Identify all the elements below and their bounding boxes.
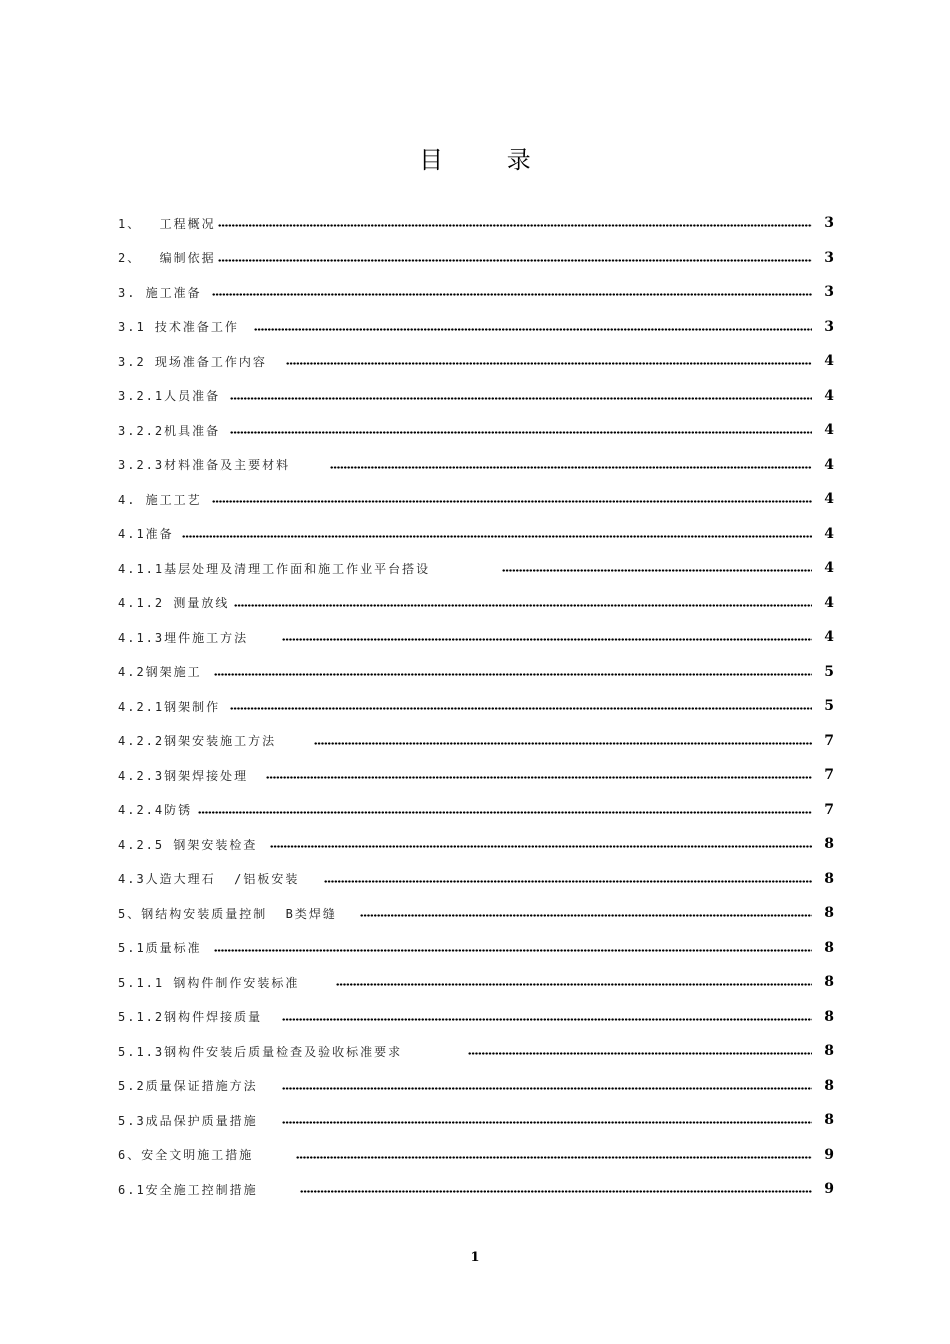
dot-leader <box>324 880 812 883</box>
toc-entry[interactable] <box>118 1034 834 1069</box>
toc-entry-page-number: 4 <box>824 387 834 404</box>
toc-entry-page-number: 8 <box>824 939 834 956</box>
toc-entry-title: 1、 工程概况 <box>118 216 216 231</box>
toc-entry-page-number: 7 <box>824 767 834 784</box>
toc-entry-page-number: 4 <box>824 353 834 370</box>
toc-entry[interactable] <box>118 310 834 345</box>
dot-leader <box>286 362 812 365</box>
dot-leader <box>360 914 812 917</box>
toc-entry-page-number: 5 <box>824 698 834 715</box>
toc-entry[interactable] <box>118 1000 834 1035</box>
toc-entry[interactable] <box>118 862 834 897</box>
toc-entry-title: 5.1.3钢构件安装后质量检查及验收标准要求 <box>118 1044 403 1059</box>
page-title: 目 录 <box>419 146 559 174</box>
toc-entry-title: 3.2 现场准备工作内容 <box>118 354 267 369</box>
toc-entry-page-number: 4 <box>824 629 834 646</box>
toc-entry-page-number: 4 <box>824 525 834 542</box>
dot-leader <box>182 535 812 538</box>
dot-leader <box>212 293 812 296</box>
page-number: 1 <box>470 1250 480 1265</box>
toc-entry-title: 6、安全文明施工措施 <box>118 1148 254 1163</box>
toc-entry[interactable] <box>118 1069 834 1104</box>
toc-entry[interactable] <box>118 1138 834 1173</box>
toc-entry-title: 3.2.2机具准备 <box>118 423 221 438</box>
toc-entry-title: 3.2.1人员准备 <box>118 389 221 404</box>
dot-leader <box>330 466 812 469</box>
toc-entry[interactable] <box>118 620 834 655</box>
toc-entry-title: 4.1.1基层处理及清理工作面和施工作业平台搭设 <box>118 561 431 576</box>
dot-leader <box>214 949 812 952</box>
toc-entry[interactable] <box>118 551 834 586</box>
toc-entry-page-number: 8 <box>824 905 834 922</box>
toc-entry-page-number: 8 <box>824 1112 834 1129</box>
toc-entry-page-number: 8 <box>824 1008 834 1025</box>
toc-entry-page-number: 8 <box>824 1077 834 1094</box>
dot-leader <box>502 569 812 572</box>
toc-entry[interactable] <box>118 896 834 931</box>
toc-entry-page-number: 7 <box>824 732 834 749</box>
dot-leader <box>314 742 812 745</box>
toc-entry[interactable] <box>118 413 834 448</box>
toc-entry-page-number: 8 <box>824 1043 834 1060</box>
toc-entry[interactable] <box>118 1172 834 1207</box>
dot-leader <box>230 397 812 400</box>
toc-entry-title: 4.3人造大理石 /铝板安装 <box>118 872 300 887</box>
toc-entry-page-number: 7 <box>824 801 834 818</box>
toc-entry-page-number: 8 <box>824 870 834 887</box>
toc-entry-page-number: 9 <box>824 1181 834 1198</box>
toc-entry-page-number: 9 <box>824 1146 834 1163</box>
toc-entry-page-number: 3 <box>824 318 834 335</box>
toc-entry-page-number: 3 <box>824 249 834 266</box>
dot-leader <box>282 1121 812 1124</box>
toc-entry-title: 5.1.1 钢构件制作安装标准 <box>118 975 300 990</box>
toc-entry-page-number: 8 <box>824 974 834 991</box>
toc-entry-page-number: 4 <box>824 491 834 508</box>
dot-leader <box>270 845 812 848</box>
dot-leader <box>468 1052 812 1055</box>
toc-entry-title: 5.1质量标准 <box>118 941 202 956</box>
toc-entry-page-number: 4 <box>824 560 834 577</box>
dot-leader <box>218 224 812 227</box>
dot-leader <box>214 673 812 676</box>
toc-entry[interactable] <box>118 586 834 621</box>
dot-leader <box>282 638 812 641</box>
toc-entry-title: 4.2.5 钢架安装检查 <box>118 837 258 852</box>
toc-entry-title: 4.1.2 测量放线 <box>118 596 230 611</box>
toc-entry-title: 4.2.4防锈 <box>118 803 193 818</box>
toc-entry-title: 4.2钢架施工 <box>118 665 202 680</box>
dot-leader <box>212 500 812 503</box>
toc-entry-title: 6.1安全施工控制措施 <box>118 1182 258 1197</box>
dot-leader <box>266 776 812 779</box>
toc-entry-title: 2、 编制依据 <box>118 251 216 266</box>
toc-entry[interactable] <box>118 827 834 862</box>
toc-entry-page-number: 8 <box>824 836 834 853</box>
toc-entry-title: 5.3成品保护质量措施 <box>118 1113 258 1128</box>
toc-entry[interactable] <box>118 1103 834 1138</box>
toc-entry-title: 5.2质量保证措施方法 <box>118 1079 258 1094</box>
toc-entry-title: 4.2.2钢架安装施工方法 <box>118 734 277 749</box>
toc-entry-title: 3.1 技术准备工作 <box>118 320 239 335</box>
toc-entry[interactable] <box>118 793 834 828</box>
toc-entry[interactable] <box>118 206 834 241</box>
toc-entry[interactable] <box>118 448 834 483</box>
toc-entry[interactable] <box>118 655 834 690</box>
dot-leader <box>282 1087 812 1090</box>
toc-entry-page-number: 3 <box>824 215 834 232</box>
dot-leader <box>218 259 812 262</box>
toc-entry-page-number: 4 <box>824 456 834 473</box>
toc-entry-title: 3. 施工准备 <box>118 285 202 300</box>
dot-leader <box>282 1018 812 1021</box>
toc-entry[interactable] <box>118 241 834 276</box>
toc-entry-title: 5、钢结构安装质量控制 B类焊缝 <box>118 906 337 921</box>
toc-entry[interactable] <box>118 689 834 724</box>
toc-entry[interactable] <box>118 724 834 759</box>
dot-leader <box>230 707 812 710</box>
dot-leader <box>234 604 812 607</box>
toc-entry-page-number: 5 <box>824 663 834 680</box>
toc-entry[interactable] <box>118 517 834 552</box>
table-of-contents <box>118 206 834 1207</box>
dot-leader <box>254 328 812 331</box>
dot-leader <box>296 1156 812 1159</box>
dot-leader <box>300 1190 812 1193</box>
toc-entry[interactable] <box>118 379 834 414</box>
dot-leader <box>336 983 812 986</box>
dot-leader <box>230 431 812 434</box>
toc-entry[interactable] <box>118 931 834 966</box>
toc-entry[interactable] <box>118 344 834 379</box>
toc-entry-title: 4.2.1钢架制作 <box>118 699 221 714</box>
toc-entry[interactable] <box>118 965 834 1000</box>
toc-entry[interactable] <box>118 758 834 793</box>
toc-entry-page-number: 4 <box>824 422 834 439</box>
toc-entry-title: 4. 施工工艺 <box>118 492 202 507</box>
toc-entry-title: 4.2.3钢架焊接处理 <box>118 768 249 783</box>
toc-entry-page-number: 3 <box>824 284 834 301</box>
toc-entry[interactable] <box>118 482 834 517</box>
toc-entry-title: 4.1.3埋件施工方法 <box>118 630 249 645</box>
toc-entry-page-number: 4 <box>824 594 834 611</box>
toc-entry-title: 4.1准备 <box>118 527 174 542</box>
toc-entry[interactable] <box>118 275 834 310</box>
dot-leader <box>198 811 812 814</box>
toc-entry-title: 5.1.2钢构件焊接质量 <box>118 1010 263 1025</box>
toc-entry-title: 3.2.3材料准备及主要材料 <box>118 458 291 473</box>
